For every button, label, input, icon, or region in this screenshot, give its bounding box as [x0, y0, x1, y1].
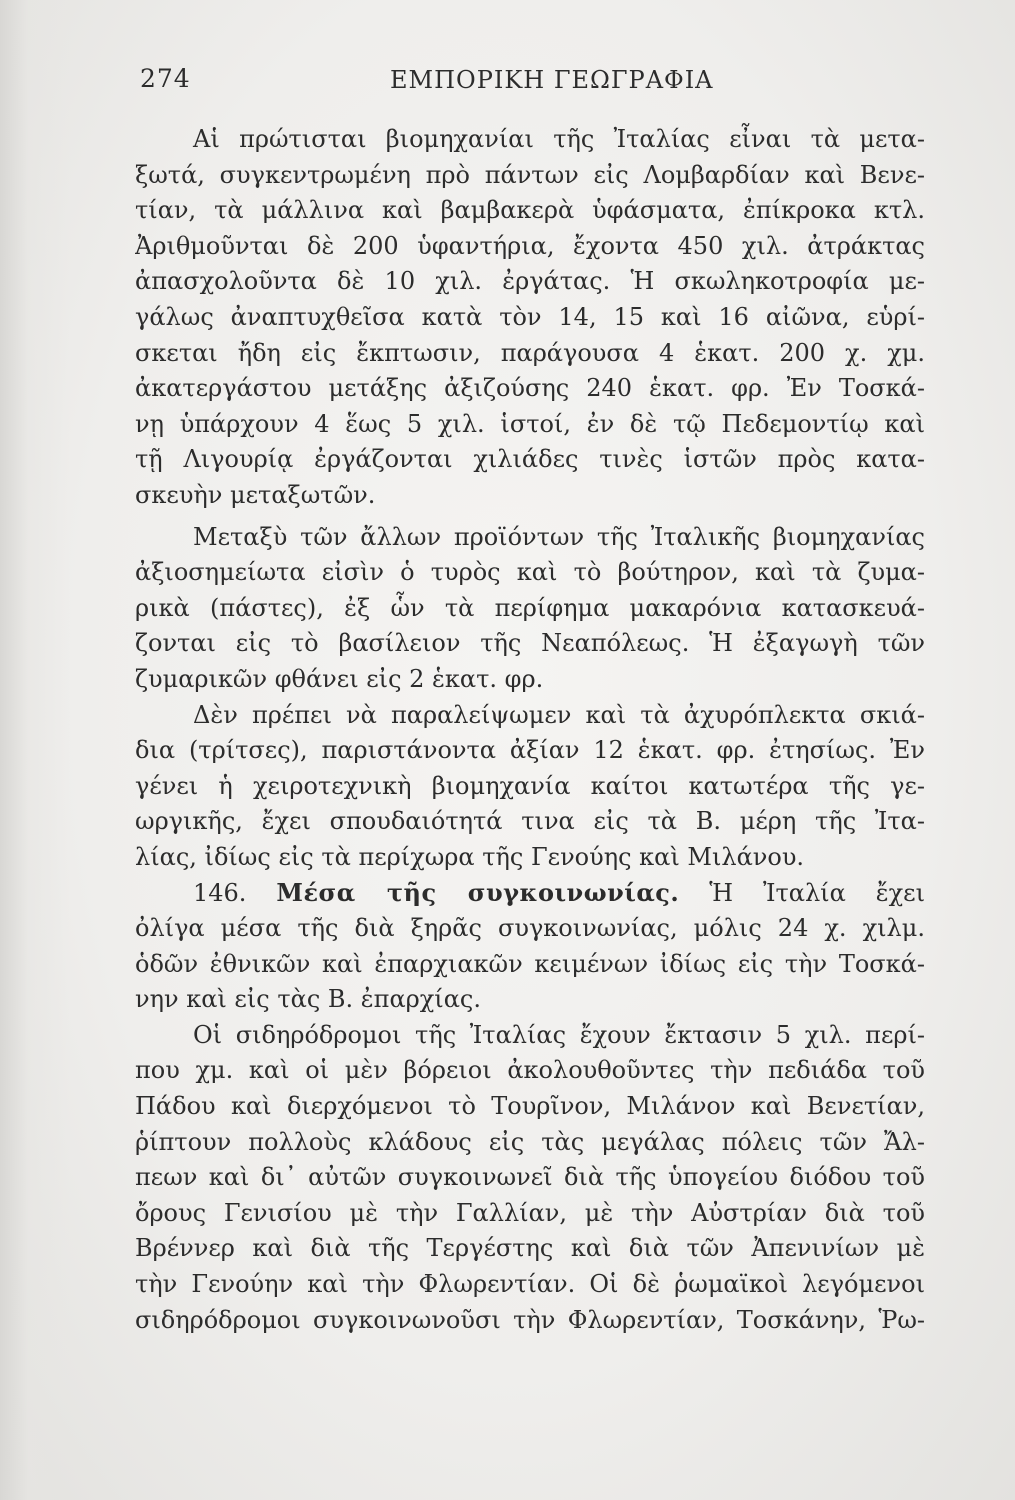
- text-line: σιδηρόδρομοι συγκοινωνοῦσι τὴν Φλωρεντίαν, Τοσκάνην, Ῥω-: [135, 1305, 925, 1334]
- paragraph-railways: [135, 1018, 925, 1338]
- section-146: [135, 875, 925, 1017]
- section-number: 146.: [193, 879, 247, 908]
- text-line: τὴν Γενούην καὶ τὴν Φλωρεντίαν. Οἱ δὲ ῥωμαϊκοὶ λεγόμενοι: [135, 1270, 925, 1298]
- page-number: 274: [140, 64, 191, 93]
- paragraph-1: [135, 122, 925, 514]
- text-line: ρικὰ (πάστες), ἐξ ὧν τὰ περίφημα μακαρόνια κατασκευά-: [135, 593, 925, 622]
- text-line: Αἱ πρώτισται βιομηχανίαι τῆς Ἰταλίας εἶναι τὰ μετα-: [193, 125, 925, 153]
- text-line: Μεταξὺ τῶν ἄλλων προϊόντων τῆς Ἰταλικῆς βιομηχανίας: [193, 522, 925, 551]
- text-line: ζονται εἰς τὸ βασίλειον τῆς Νεαπόλεως. Ἡ ἐξαγωγὴ τῶν: [135, 629, 925, 658]
- text-line: Πάδου καὶ διερχόμενοι τὸ Τουρῖνον, Μιλάνον καὶ Βενετίαν,: [135, 1092, 925, 1121]
- text-line: γένει ἡ χειροτεχνικὴ βιομηχανία καίτοι κατωτέρα τῆς γε-: [135, 771, 925, 800]
- paragraph-2: [135, 520, 925, 698]
- text-line: ὀλίγα μέσα τῆς διὰ ξηρᾶς συγκοινωνίας, μόλις 24 χ. χιλμ.: [135, 914, 925, 943]
- text-line: σκεται ἤδη εἰς ἔκπτωσιν, παράγουσα 4 ἑκατ. 200 χ. χμ.: [135, 338, 925, 367]
- text-line: Ἀριθμοῦνται δὲ 200 ὑφαντήρια, ἔχοντα 450 χιλ. ἀτράκτας: [135, 231, 925, 260]
- paragraph-3: [135, 698, 925, 876]
- text-line: νην καὶ εἰς τὰς Β. ἐπαρχίας.: [135, 985, 481, 1014]
- text-line: ὁδῶν ἐθνικῶν καὶ ἐπαρχιακῶν κειμένων ἰδίως εἰς τὴν Τοσκά-: [135, 949, 925, 978]
- text-line: ὄρους Γενισίου μὲ τὴν Γαλλίαν, μὲ τὴν Αὐστρίαν διὰ τοῦ: [135, 1198, 925, 1227]
- text-line: τίαν, τὰ μάλλινα καὶ βαμβακερὰ ὑφάσματα, ἐπίκροκα κτλ.: [135, 196, 925, 225]
- section-title: Μέσα τῆς συγκοινωνίας.: [276, 878, 680, 908]
- text-line: ἀκατεργάστου μετάξης ἀξιζούσης 240 ἑκατ. φρ. Ἐν Τοσκά-: [135, 374, 925, 403]
- text-line: Οἱ σιδηρόδρομοι τῆς Ἰταλίας ἔχουν ἔκτασιν 5 χιλ. περί-: [193, 1020, 925, 1049]
- text-line: λίας, ἰδίως εἰς τὰ περίχωρα τῆς Γενούης καὶ Μιλάνου.: [135, 842, 805, 871]
- text-line: δια (τρίτσες), παριστάνοντα ἀξίαν 12 ἑκατ. φρ. ἐτησίως. Ἐν: [135, 736, 925, 765]
- page-header: [140, 64, 920, 104]
- text-line: ξωτά, συγκεντρωμένη πρὸ πάντων εἰς Λομβαρδίαν καὶ Βενε-: [135, 160, 925, 189]
- running-title: ΕΜΠΟΡΙΚΗ ΓΕΩΓΡΑΦΙΑ: [390, 66, 714, 94]
- section-first-line-rest: Ἡ Ἰταλία ἔχει: [709, 879, 925, 908]
- body-text: [135, 122, 925, 1338]
- text-line: που χμ. καὶ οἱ μὲν βόρειοι ἀκολουθοῦντες τὴν πεδιάδα τοῦ: [135, 1056, 925, 1085]
- text-line: νῃ ὑπάρχουν 4 ἕως 5 χιλ. ἱστοί, ἐν δὲ τῷ Πεδεμοντίῳ καὶ: [135, 409, 925, 438]
- text-line: γάλως ἀναπτυχθεῖσα κατὰ τὸν 14, 15 καὶ 16 αἰῶνα, εὑρί-: [135, 302, 925, 331]
- text-line: Δὲν πρέπει νὰ παραλείψωμεν καὶ τὰ ἀχυρόπλεκτα σκιά-: [193, 700, 925, 729]
- text-line: ἀπασχολοῦντα δὲ 10 χιλ. ἐργάτας. Ἡ σκωληκοτροφία με-: [135, 267, 925, 296]
- text-line: ζυμαρικῶν φθάνει εἰς 2 ἑκατ. φρ.: [135, 664, 544, 693]
- text-line: ῥίπτουν πολλοὺς κλάδους εἰς τὰς μεγάλας πόλεις τῶν Ἄλ-: [135, 1127, 925, 1156]
- text-line: Βρέννερ καὶ διὰ τῆς Τεργέστης καὶ διὰ τῶν Ἀπενινίων μὲ: [135, 1234, 925, 1263]
- text-line: σκευὴν μεταξωτῶν.: [135, 480, 376, 509]
- text-line: ἀξιοσημείωτα εἰσὶν ὁ τυρὸς καὶ τὸ βούτηρον, καὶ τὰ ζυμα-: [135, 558, 925, 587]
- section-heading-line: [135, 875, 925, 911]
- text-line: τῇ Λιγουρίᾳ ἐργάζονται χιλιάδες τινὲς ἱστῶν πρὸς κατα-: [135, 445, 925, 474]
- text-line: πεων καὶ δι᾽ αὐτῶν συγκοινωνεῖ διὰ τῆς ὑπογείου διόδου τοῦ: [135, 1163, 925, 1192]
- page-edge-shadow: [0, 0, 70, 1500]
- text-line: ωργικῆς, ἔχει σπουδαιότητά τινα εἰς τὰ Β. μέρη τῆς Ἰτα-: [135, 807, 925, 836]
